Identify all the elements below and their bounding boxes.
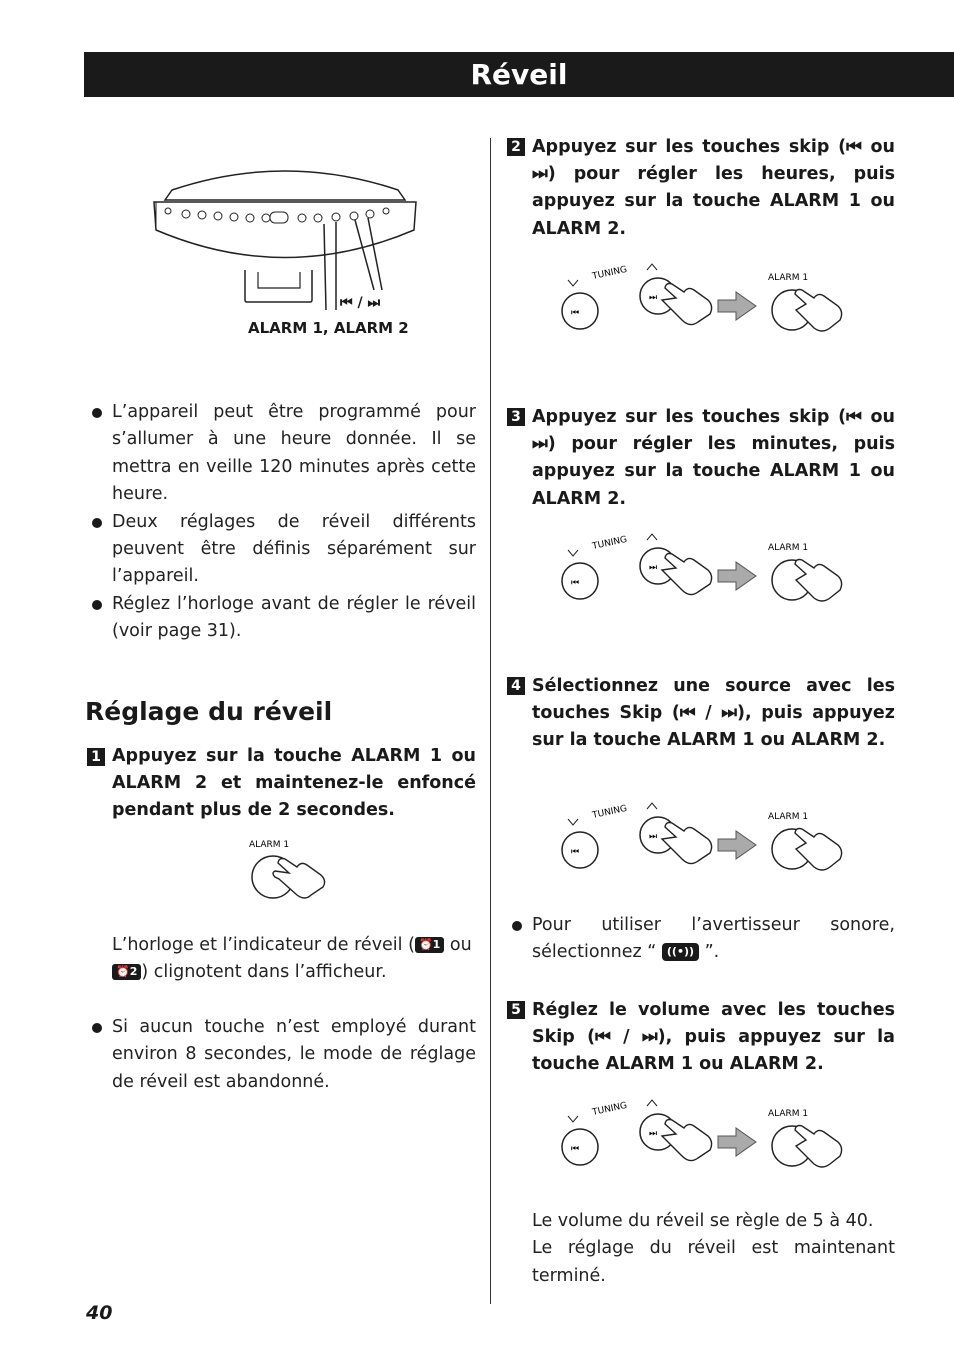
alarm1-label: ALARM 1 [768, 1109, 809, 1119]
step-4-text: Sélectionnez une source avec les touches Skip (⏮ / ⏭), puis appuyez sur la touche ALARM 1 ou ALARM 2. [532, 676, 895, 751]
step-number-2: 2 [507, 138, 525, 156]
alarm1-label: ALARM 1 [249, 840, 290, 850]
intro-bullet-list [88, 399, 476, 646]
alarm-button-press-figure [245, 835, 335, 915]
tuning-label: TUNING [591, 803, 629, 821]
label-skip-buttons: ⏮ / ⏭ [340, 295, 381, 311]
completion-note: Le réglage du réveil est maintenant terminé. [532, 1238, 895, 1286]
step-1-text: Appuyez sur la touche ALARM 1 ou ALARM 2 et maintenez-le enfoncé pendant plus de 2 secondes. [112, 746, 476, 821]
svg-text:⏭: ⏭ [649, 293, 658, 303]
step-number-4: 4 [507, 677, 525, 695]
svg-text:⏮: ⏮ [571, 308, 580, 318]
svg-text:⏮: ⏮ [571, 1144, 580, 1154]
skip-figure-step-2 [558, 260, 848, 350]
step-number-3: 3 [507, 408, 525, 426]
tuning-label: TUNING [591, 264, 629, 282]
tuning-label: TUNING [591, 1100, 629, 1118]
step-2-text: Appuyez sur les touches skip (⏮ ou ⏭) pour régler les heures, puis appuyez sur la touche ALARM 1 ou ALARM 2. [532, 137, 895, 239]
page-title: Réveil [84, 52, 954, 97]
skip-figure-step-5 [558, 1096, 848, 1186]
timeout-bullet-list [88, 1014, 476, 1096]
alarm1-indicator-icon: ⏰1 [415, 937, 444, 953]
buzzer-bullet-list [508, 912, 895, 967]
list-item: Si aucun touche n’est employé durant environ 8 secondes, le mode de réglage de réveil est abandonné. [88, 1014, 476, 1096]
step-number-1: 1 [87, 748, 105, 766]
column-divider [490, 138, 491, 1304]
svg-text:⏮: ⏮ [571, 578, 580, 588]
page-number: 40 [86, 1302, 113, 1324]
device-illustration [150, 160, 420, 345]
alarm1-label: ALARM 1 [768, 812, 809, 822]
svg-text:⏮: ⏮ [571, 847, 580, 857]
svg-text:⏭: ⏭ [649, 832, 658, 842]
alarm1-label: ALARM 1 [768, 543, 809, 553]
alarm2-indicator-icon: ⏰2 [112, 964, 141, 980]
alarm1-label: ALARM 1 [768, 273, 809, 283]
list-item: Pour utiliser l’avertisseur sonore, sélectionnez “ ((•)) ”. [508, 912, 895, 967]
list-item: L’appareil peut être programmé pour s’allumer à une heure donnée. Il se mettra en veille 120 minutes après cette heure. [88, 399, 476, 509]
skip-figure-step-3 [558, 530, 848, 620]
final-notes [532, 1208, 895, 1290]
buzzer-icon: ((•)) [662, 943, 699, 961]
svg-text:⏭: ⏭ [649, 563, 658, 573]
volume-note: Le volume du réveil se règle de 5 à 40. [532, 1211, 874, 1231]
step-3-text: Appuyez sur les touches skip (⏮ ou ⏭) pour régler les minutes, puis appuyez sur la touche ALARM 1 ou ALARM 2. [532, 407, 895, 509]
section-title: Réglage du réveil [85, 697, 333, 726]
list-item: Réglez l’horloge avant de régler le réveil (voir page 31). [88, 591, 476, 646]
skip-figure-step-4 [558, 799, 848, 889]
step-1-note: L’horloge et l’indicateur de réveil ( ⏰1 ou ⏰2 ) clignotent dans l’afficheur. [112, 935, 472, 983]
step-number-5: 5 [507, 1001, 525, 1019]
svg-text:⏭: ⏭ [649, 1129, 658, 1139]
label-alarm-buttons: ALARM 1, ALARM 2 [248, 319, 409, 337]
tuning-label: TUNING [591, 534, 629, 552]
list-item: Deux réglages de réveil différents peuvent être définis séparément sur l’appareil. [88, 509, 476, 591]
step-5-text: Réglez le volume avec les touches Skip (⏮ / ⏭), puis appuyez sur la touche ALARM 1 ou ALARM 2. [532, 1000, 895, 1075]
